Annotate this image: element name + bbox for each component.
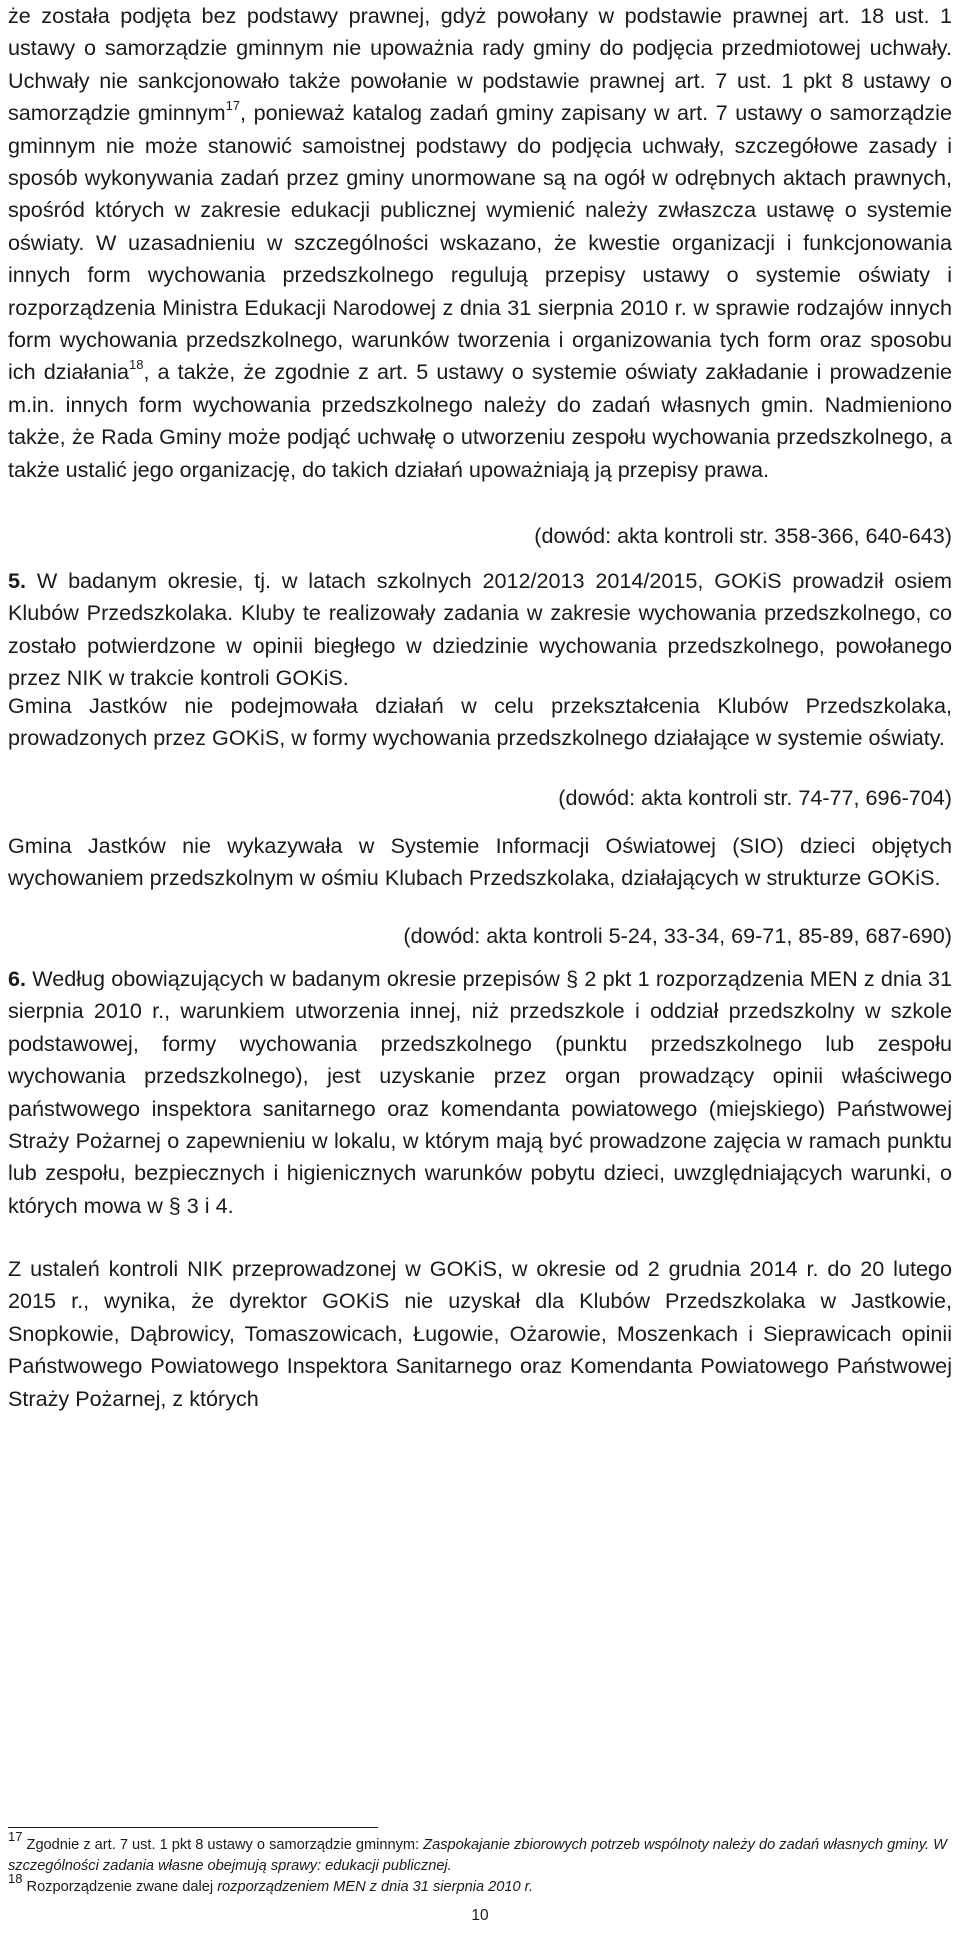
footnote-18: $^{18}$ Rozporządzenie zwane dalej rozporządzeniem MEN z dnia 31 sierpnia 2010 r. — [8, 1871, 534, 1895]
paragraph-nik-findings: Z ustaleń kontroli NIK przeprowadzonej w GOKiS, w okresie od 2 grudnia 2014 r. do 20 lutego 2015 r., wynika, że dyrektor GOKiS nie uzyskał dla Klubów Przedszkolaka w Jastkowie, Snopkowie, Dąbrowicy, Tomaszowicach, Ługowie, Ożarowie, Moszenkach i Sieprawicach opinii Państwowego Powiatowego Inspektora Sanitarnego oraz Komendanta Powiatowego Państwowej Straży Pożarnej, z których — [8, 1256, 952, 1411]
paragraph-text: , ponieważ katalog zadań gminy zapisany w art. 7 ustawy o samorządzie gminnym nie może stanowić samoistnej podstawy do podjęcia uchwały, szczegółowe zasady i sposób wykonywania zadań przez gminy unormowane są na ogół w odrębnych aktach prawnych, spośród których w zakresie edukacji publicznej wymienić należy zwłaszcza ustawę o systemie oświaty. W uzasadnieniu w szczególności wskazano, że kwestie organizacji i funkcjonowania innych form wychowania przedszkolnego regulują przepisy ustawy o systemie oświaty i rozporządzenia Ministra Edukacji Narodowej z dnia 31 sierpnia 2010 r. w sprawie rodzajów innych form wychowania przedszkolnego, warunków tworzenia i organizowania tych form oraz sposobu ich działania — [8, 100, 952, 385]
paragraph-text: , a także, że zgodnie z art. 5 ustawy o systemie oświaty zakładanie i prowadzenie m.in. innych form wychowania przedszkolnego należy do zadań własnych gmin. Nadmieniono także, że Rada Gminy może podjąć uchwałę o utworzeniu zespołu wychowania przedszkolnego, a także ustalić jego organizację, do takich działań upoważniają ją przepisy prawa. — [8, 359, 953, 482]
page-number: 10 — [471, 1907, 489, 1924]
paragraph-6 — [8, 963, 952, 1222]
evidence-reference-2: (dowód: akta kontroli str. 74-77, 696-704) — [558, 785, 952, 810]
paragraph-text: że została podjęta bez podstawy prawnej, gdyż powołany w podstawie prawnej art. 18 ust. 1 ustawy o samorządzie gminnym nie upoważnia rady gminy do podjęcia przedmiotowej uchwały. Uchwały nie sankcjonowało także powołanie w podstawie prawnej art. 7 ust. 1 pkt 8 ustawy o samorządzie gminnym — [8, 3, 952, 126]
footnote-ref-17: 17 — [225, 98, 241, 114]
footnote-ref-18: 18 — [128, 357, 144, 373]
paragraph-text: W badanym okresie, tj. w latach szkolnych 2012/2013 2014/2015, GOKiS prowadził osiem Klubów Przedszkolaka. Kluby te realizowały zadania w zakresie wychowania przedszkolnego, co zostało potwierdzone w opinii biegłego w dziedzinie wychowania przedszkolnego, powołanego przez NIK w trakcie kontroli GOKiS. — [8, 568, 952, 691]
paragraph-gmina-actions: Gmina Jastków nie podejmowała działań w celu przekształcenia Klubów Przedszkolaka, prowadzonych przez GOKiS, w formy wychowania przedszkolnego działające w systemie oświaty. — [8, 693, 952, 751]
evidence-reference-3: (dowód: akta kontroli 5-24, 33-34, 69-71, 85-89, 687-690) — [403, 923, 952, 948]
footnote-separator — [8, 1827, 378, 1828]
paragraph-5 — [8, 565, 952, 695]
paragraph-number: 6. — [8, 966, 27, 991]
paragraph-text: Według obowiązujących w badanym okresie przepisów § 2 pkt 1 rozporządzenia MEN z dnia 31 sierpnia 2010 r., warunkiem utworzenia innej, niż przedszkole i oddział przedszkolny w szkole podstawowej, formy wychowania przedszkolnego (punktu przedszkolnego lub zespołu wychowania przedszkolnego), jest uzyskanie przez organ prowadzący opinii właściwego państwowego inspektora sanitarnego oraz komendanta powiatowego (miejskiego) Państwowej Straży Pożarnej o zapewnieniu w lokalu, w którym mają być prowadzone zajęcia w ramach punktu lub zespołu, bezpiecznych i higienicznych warunków pobytu dzieci, uwzględniających warunki, o których mowa w § 3 i 4. — [8, 966, 952, 1218]
paragraph-legal-basis — [8, 0, 952, 486]
paragraph-sio: Gmina Jastków nie wykazywała w Systemie Informacji Oświatowej (SIO) dzieci objętych wychowaniem przedszkolnym w ośmiu Klubach Przedszkolaka, działających w strukturze GOKiS. — [8, 833, 952, 891]
paragraph-number: 5. — [8, 568, 27, 593]
footnote-17: $^{17}$ Zgodnie z art. 7 ust. 1 pkt 8 ustawy o samorządzie gminnym: Zaspokajanie zbiorowych potrzeb wspólnoty należy do zadań własnych gminy. W szczególności zadania własne obejmują sprawy: edukacji publicznej. — [8, 1829, 947, 1874]
evidence-reference-1: (dowód: akta kontroli str. 358-366, 640-643) — [534, 523, 952, 548]
